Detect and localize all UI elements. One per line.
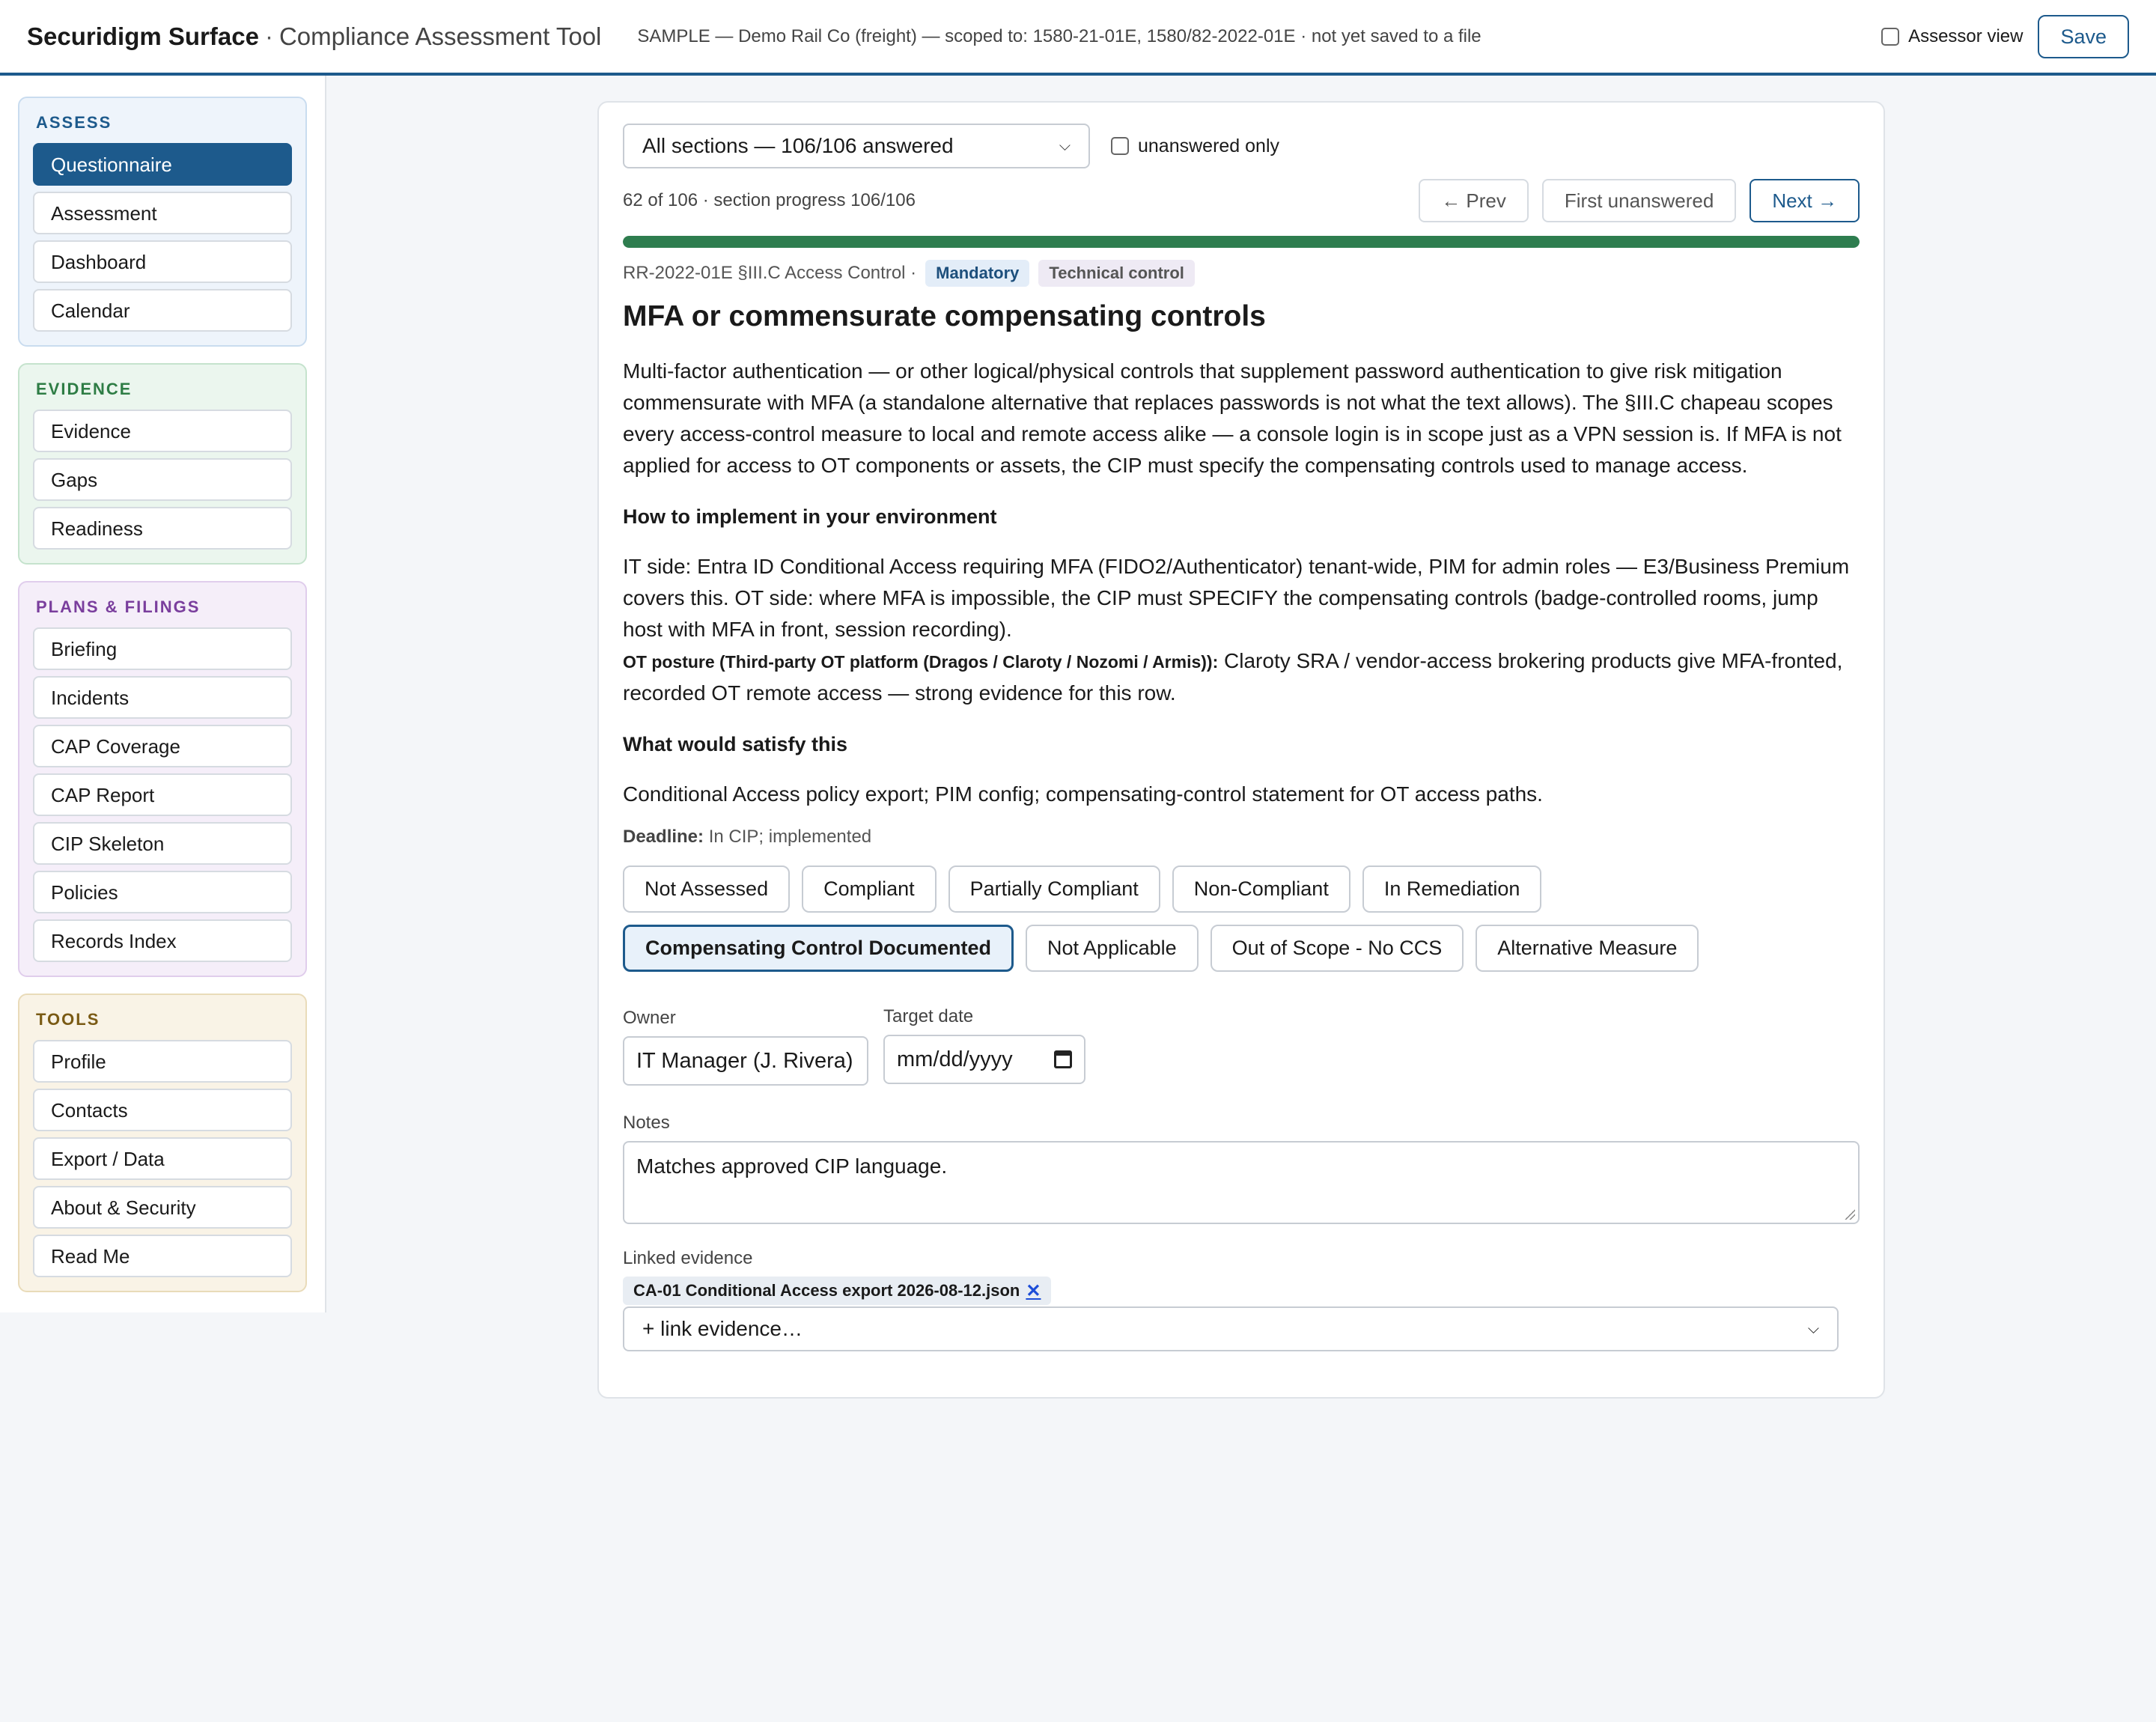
nav-item-policies[interactable]: Policies [33, 871, 292, 913]
assessor-view-toggle[interactable] [1881, 26, 2023, 47]
status-compensating-control-documented-button[interactable]: Compensating Control Documented [623, 925, 1014, 972]
ot-posture-text: Claroty SRA / vendor-access brokering products give MFA-fronted, recorded OT remote access — strong evidence for this row. [623, 649, 1843, 705]
ot-posture [623, 645, 1860, 709]
app-subtitle: Compliance Assessment Tool [278, 22, 602, 50]
technical-control-badge: Technical control [1038, 260, 1195, 287]
prev-button[interactable]: ← Prev [1419, 179, 1529, 222]
chevron-down-icon: ⌵ [1807, 1320, 1819, 1337]
brand-name: Securidigm Surface [27, 22, 259, 50]
nav-group-title: ASSESS [36, 113, 112, 132]
nav-item-read-me[interactable]: Read Me [33, 1235, 292, 1277]
nav-item-calendar[interactable]: Calendar [33, 289, 292, 332]
nav-item-cip-skeleton[interactable]: CIP Skeleton [33, 822, 292, 865]
progress-bar [623, 236, 1860, 248]
nav-item-evidence[interactable]: Evidence [33, 410, 292, 452]
status-partially-compliant-button[interactable]: Partially Compliant [948, 865, 1160, 913]
nav-group-title: TOOLS [36, 1010, 100, 1029]
status-not-assessed-button[interactable]: Not Assessed [623, 865, 790, 913]
nav-item-cap-coverage[interactable]: CAP Coverage [33, 725, 292, 767]
target-date-placeholder: mm/dd/yyyy [897, 1047, 1013, 1071]
nav-item-dashboard[interactable]: Dashboard [33, 240, 292, 283]
link-evidence-select[interactable] [623, 1306, 1839, 1351]
nav-group-evidence [18, 363, 307, 565]
owner-value: IT Manager (J. Rivera) [636, 1048, 853, 1073]
nav-group-tools [18, 994, 307, 1292]
question-title: MFA or commensurate compensating controls [623, 300, 1266, 332]
notes-label: Notes [623, 1113, 670, 1133]
target-date-label: Target date [883, 1006, 974, 1026]
status-alternative-measure-button[interactable]: Alternative Measure [1476, 925, 1699, 972]
next-button[interactable]: Next → [1750, 179, 1860, 222]
chevron-down-icon: ⌵ [1059, 137, 1071, 154]
status-out-of-scope-button[interactable]: Out of Scope - No CCS [1211, 925, 1464, 972]
nav-item-gaps[interactable]: Gaps [33, 458, 292, 501]
nav-group-assess [18, 97, 307, 347]
status-non-compliant-button[interactable]: Non-Compliant [1172, 865, 1350, 913]
nav-item-assessment[interactable]: Assessment [33, 192, 292, 234]
nav-item-questionnaire[interactable]: Questionnaire [33, 143, 292, 186]
nav-item-briefing[interactable]: Briefing [33, 627, 292, 670]
section-select[interactable] [623, 124, 1090, 168]
nav-group-plans-filings [18, 581, 307, 977]
resize-handle-icon[interactable] [1845, 1209, 1855, 1220]
progress-bar-fill [623, 236, 1860, 248]
nav-item-records-index[interactable]: Records Index [33, 919, 292, 962]
nav-item-about-security[interactable]: About & Security [33, 1186, 292, 1229]
nav-group-title: PLANS & FILINGS [36, 597, 201, 616]
sidebar [0, 76, 326, 1312]
what-would-satisfy-text: Conditional Access policy export; PIM config; compensating-control statement for OT access paths. [623, 782, 1543, 806]
target-date-input[interactable] [883, 1035, 1085, 1084]
question-card [597, 101, 1885, 1399]
mandatory-badge: Mandatory [925, 260, 1029, 287]
how-to-implement-heading: How to implement in your environment [623, 505, 997, 528]
ot-posture-label: OT posture (Third-party OT platform (Dragos / Claroty / Nozomi / Armis)): [623, 652, 1219, 672]
deadline [623, 827, 1860, 848]
top-header [0, 0, 2156, 76]
owner-input[interactable] [623, 1036, 868, 1086]
assessor-view-checkbox[interactable] [1881, 28, 1899, 46]
first-unanswered-button[interactable]: First unanswered [1542, 179, 1736, 222]
deadline-label: Deadline: [623, 827, 704, 847]
status-in-remediation-button[interactable]: In Remediation [1362, 865, 1542, 913]
what-would-satisfy-heading: What would satisfy this [623, 733, 848, 755]
brand-separator: · [264, 22, 273, 50]
status-options [623, 865, 1860, 984]
save-button[interactable]: Save [2038, 15, 2129, 58]
unanswered-only-checkbox[interactable] [1111, 137, 1129, 155]
how-to-implement-text: IT side: Entra ID Conditional Access requiring MFA (FIDO2/Authenticator) tenant-wide, PIM for admin roles — E3/Business Premium covers this. OT side: where MFA is impossible, the CIP must SPECIFY the compensating controls (badge-controlled rooms, jump host with MFA in front, session recording). [623, 555, 1850, 641]
section-select-value: All sections — 106/106 answered [642, 134, 954, 157]
linked-evidence-chip [623, 1277, 1051, 1305]
question-reference: RR-2022-01E §III.C Access Control · [623, 263, 917, 283]
notes-value: Matches approved CIP language. [636, 1154, 948, 1178]
nav-item-export-data[interactable]: Export / Data [33, 1137, 292, 1180]
nav-group-title: EVIDENCE [36, 380, 133, 398]
nav-item-cap-report[interactable]: CAP Report [33, 773, 292, 816]
link-evidence-select-value: + link evidence… [642, 1317, 803, 1340]
status-not-applicable-button[interactable]: Not Applicable [1026, 925, 1199, 972]
unanswered-only-toggle[interactable] [1111, 136, 1279, 157]
scope-text: SAMPLE — Demo Rail Co (freight) — scoped to: 1580-21-01E, 1580/82-2022-01E · not yet saved to a file [637, 25, 1482, 46]
unanswered-only-label: unanswered only [1138, 135, 1280, 156]
question-description: Multi-factor authentication — or other logical/physical controls that supplement password authentication to give risk mitigation commensurate with MFA (a standalone alternative that replaces passwords is not what the text allows). The §III.C chapeau scopes every access-control measure to local and remote access alike — a console login is in scope just as a VPN session is. If MFA is not applied for access to OT components or assets, the CIP must specify the compensating controls used to manage access. [623, 359, 1842, 477]
deadline-value: In CIP; implemented [708, 827, 872, 847]
nav-item-incidents[interactable]: Incidents [33, 676, 292, 719]
progress-text: 62 of 106 · section progress 106/106 [623, 190, 916, 210]
owner-label: Owner [623, 1008, 676, 1028]
nav-item-profile[interactable]: Profile [33, 1040, 292, 1083]
calendar-icon[interactable] [1054, 1050, 1072, 1068]
remove-evidence-icon[interactable]: ✕ [1026, 1280, 1041, 1301]
notes-textarea[interactable] [623, 1141, 1860, 1224]
nav-item-readiness[interactable]: Readiness [33, 507, 292, 550]
nav-item-contacts[interactable]: Contacts [33, 1089, 292, 1131]
linked-evidence-label: Linked evidence [623, 1248, 753, 1268]
linked-evidence-name: CA-01 Conditional Access export 2026-08-12.json [633, 1281, 1020, 1300]
status-compliant-button[interactable]: Compliant [802, 865, 937, 913]
assessor-view-label: Assessor view [1908, 25, 2023, 46]
